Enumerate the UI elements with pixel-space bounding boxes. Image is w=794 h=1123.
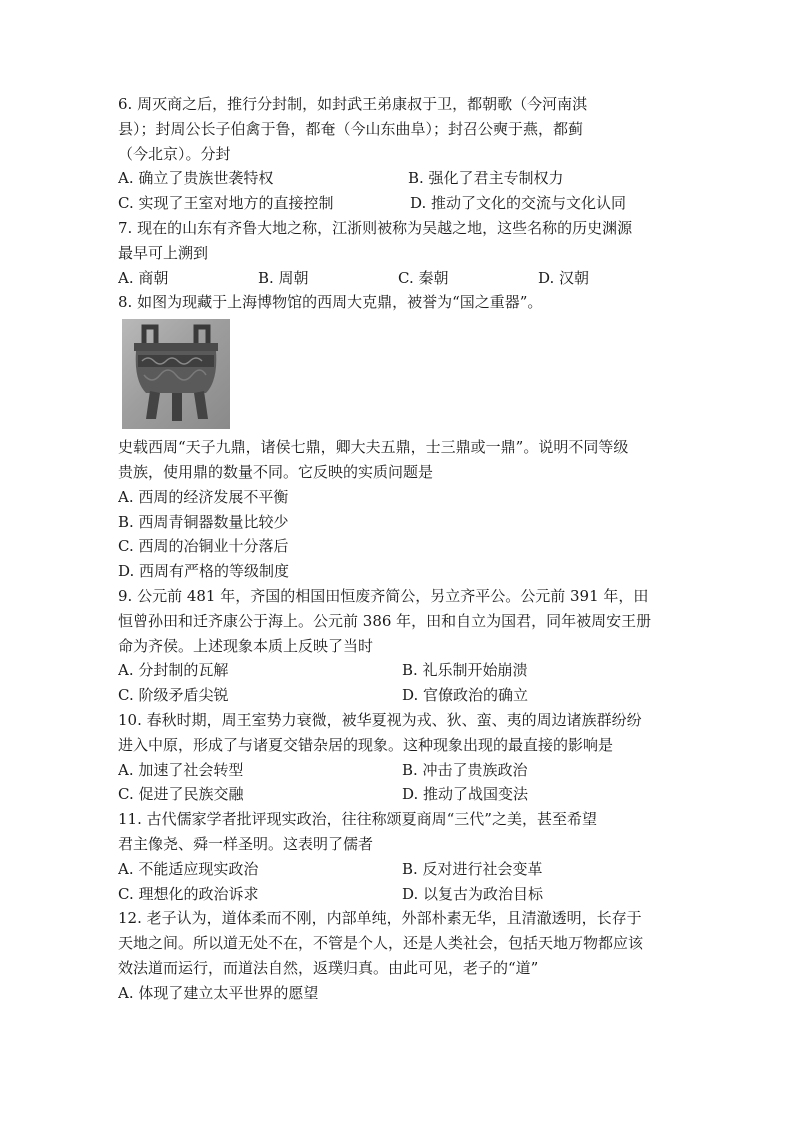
option-c: C. 秦朝 bbox=[398, 268, 449, 287]
question-6 bbox=[118, 92, 678, 216]
question-10-options-row-2 bbox=[118, 782, 678, 807]
option-c: C. 理想化的政治诉求 bbox=[118, 884, 259, 903]
option-a: A. 体现了建立太平世界的愿望 bbox=[118, 983, 319, 1002]
option-d: D. 官僚政治的确立 bbox=[402, 686, 529, 705]
question-6-stem-line-1: 6. 周灭商之后，推行分封制，如封武王弟康叔于卫，都朝歌（今河南淇 bbox=[118, 95, 588, 113]
bronze-ding-image bbox=[122, 319, 230, 429]
question-12-stem-line-1: 12. 老子认为，道体柔而不刚，内部单纯，外部朴素无华，且清澈透明，长存于 bbox=[118, 909, 642, 928]
question-6-options-row-2 bbox=[118, 191, 678, 216]
question-11-options-row-2 bbox=[118, 882, 678, 907]
question-7-stem-line-2: 最早可上溯到 bbox=[118, 243, 209, 262]
option-c: C. 阶级矛盾尖锐 bbox=[118, 686, 229, 705]
option-a: A. 西周的经济发展不平衡 bbox=[118, 487, 289, 506]
question-12-stem-line-2: 天地之间。所以道无处不在，不管是个人，还是人类社会，包括天地万物都应该 bbox=[118, 934, 644, 953]
question-9-stem-line-1: 9. 公元前 481 年，齐国的相国田恒废齐简公，另立齐平公。公元前 391 年，田 bbox=[118, 586, 649, 605]
question-11-stem-line-2: 君主像尧、舜一样圣明。这表明了儒者 bbox=[118, 834, 374, 853]
option-b: B. 礼乐制开始崩溃 bbox=[402, 661, 528, 680]
option-b: B. 反对进行社会变革 bbox=[402, 859, 543, 878]
option-a: A. 加速了社会转型 bbox=[118, 760, 244, 779]
option-d: D. 西周有严格的等级制度 bbox=[118, 562, 290, 581]
option-b: B. 西周青铜器数量比较少 bbox=[118, 512, 289, 531]
option-b: B. 强化了君主专制权力 bbox=[408, 169, 564, 188]
question-10-options-row-1 bbox=[118, 758, 678, 783]
option-d: D. 推动了战国变法 bbox=[402, 785, 529, 804]
option-b: B. 周朝 bbox=[258, 268, 309, 287]
option-b: B. 冲击了贵族政治 bbox=[402, 760, 528, 779]
question-12 bbox=[118, 906, 678, 1005]
question-6-stem-line-2: 县）；封周公长子伯禽于鲁，都奄（今山东曲阜）；封召公奭于燕，都蓟 bbox=[118, 119, 584, 138]
question-11-options-row-1 bbox=[118, 857, 678, 882]
option-a: A. 不能适应现实政治 bbox=[118, 859, 259, 878]
question-10 bbox=[118, 708, 678, 807]
question-7-stem-line-1: 7. 现在的山东有齐鲁大地之称，江浙则被称为吴越之地，这些名称的历史渊源 bbox=[118, 218, 633, 237]
option-d: D. 汉朝 bbox=[538, 268, 590, 287]
question-8 bbox=[118, 290, 678, 584]
da-ke-ding-photo bbox=[122, 319, 230, 429]
question-9-stem-line-3: 命为齐侯。上述现象本质上反映了当时 bbox=[118, 636, 374, 655]
option-c: C. 实现了王室对地方的直接控制 bbox=[118, 194, 334, 213]
question-8-intro: 8. 如图为现藏于上海博物馆的西周大克鼎，被誉为“国之重器”。 bbox=[118, 293, 543, 312]
option-a: A. 确立了贵族世袭特权 bbox=[118, 169, 274, 188]
question-9 bbox=[118, 584, 678, 708]
option-c: C. 西周的冶铜业十分落后 bbox=[118, 537, 289, 556]
question-9-options-row-2 bbox=[118, 683, 678, 708]
option-d: D. 以复古为政治目标 bbox=[402, 884, 544, 903]
option-a: A. 分封制的瓦解 bbox=[118, 661, 229, 680]
question-8-stem-line-1: 史载西周“天子九鼎，诸侯七鼎，卿大夫五鼎，士三鼎或一鼎”。说明不同等级 bbox=[118, 438, 629, 457]
question-6-options-row-1 bbox=[118, 166, 678, 191]
question-9-options-row-1 bbox=[118, 658, 678, 683]
question-12-stem-line-3: 效法道而运行，而道法自然，返璞归真。由此可见，老子的“道” bbox=[118, 958, 539, 977]
option-a: A. 商朝 bbox=[118, 268, 169, 287]
exam-page bbox=[118, 92, 678, 1006]
question-10-stem-line-2: 进入中原，形成了与诸夏交错杂居的现象。这种现象出现的最直接的影响是 bbox=[118, 735, 614, 754]
question-7 bbox=[118, 216, 678, 290]
question-9-stem-line-2: 恒曾孙田和迁齐康公于海上。公元前 386 年，田和自立为国君，同年被周安王册 bbox=[118, 611, 652, 630]
option-c: C. 促进了民族交融 bbox=[118, 785, 244, 804]
question-7-options-row bbox=[118, 266, 678, 291]
question-11-stem-line-1: 11. 古代儒家学者批评现实政治，往往称颂夏商周“三代”之美，甚至希望 bbox=[118, 810, 597, 829]
question-11 bbox=[118, 807, 678, 906]
question-8-stem-line-2: 贵族，使用鼎的数量不同。它反映的实质问题是 bbox=[118, 462, 434, 481]
question-10-stem-line-1: 10. 春秋时期，周王室势力衰微，被华夏视为戎、狄、蛮、夷的周边诸族群纷纷 bbox=[118, 710, 642, 729]
option-d: D. 推动了文化的交流与文化认同 bbox=[410, 194, 627, 213]
question-6-stem-line-3: （今北京）。分封 bbox=[118, 144, 231, 163]
